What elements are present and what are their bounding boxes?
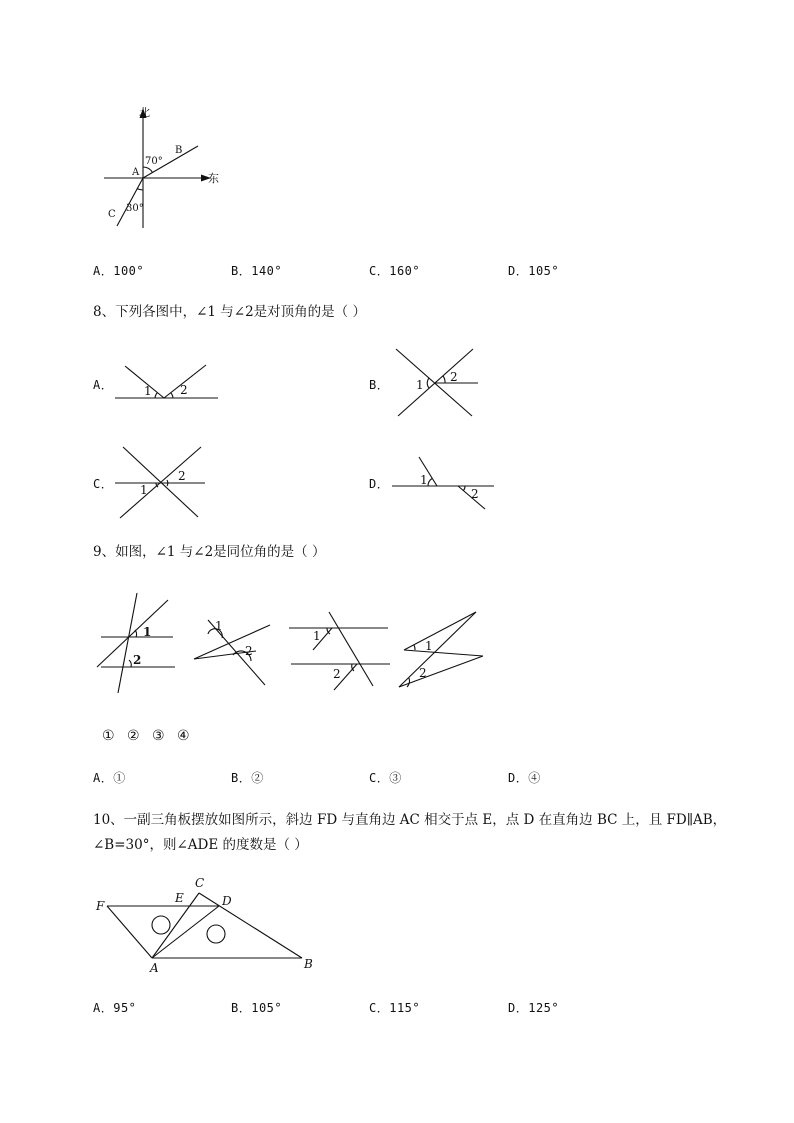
svg-text:1: 1 <box>143 625 152 639</box>
east-label: 东 <box>208 172 219 185</box>
north-label: 北 <box>139 106 150 119</box>
point-f-label: F <box>96 899 105 913</box>
point-a-label: A <box>150 961 159 975</box>
q9-option-a: A．① <box>93 771 126 785</box>
q8-fig-a-label: A． <box>93 378 114 392</box>
svg-text:2: 2 <box>180 383 188 397</box>
svg-text:1: 1 <box>144 384 152 398</box>
q10-stem-line1: 10、一副三角板摆放如图所示，斜边 FD 与直角边 AC 相交于点 E，点 D 在直角边 BC 上，且 FD∥AB， <box>93 812 727 828</box>
svg-text:1: 1 <box>416 378 424 392</box>
svg-text:2: 2 <box>450 370 458 384</box>
point-e-label: E <box>175 891 184 905</box>
svg-text:1: 1 <box>140 483 148 497</box>
q9-circled-numbers: ① ② ③ ④ <box>102 728 194 744</box>
point-b-label: B <box>304 957 313 971</box>
point-b-label: B <box>175 145 183 156</box>
angle-70-label: 70° <box>145 156 163 167</box>
point-a-label: A <box>132 167 140 178</box>
q7-option-c: C．160° <box>369 264 421 278</box>
svg-text:2: 2 <box>245 644 253 658</box>
svg-text:1: 1 <box>313 629 321 643</box>
angle-30-label: 30° <box>126 203 144 214</box>
q7-option-d: D．105° <box>508 264 560 278</box>
svg-text:2: 2 <box>178 469 186 483</box>
q8-stem: 8、下列各图中，∠1 与∠2是对顶角的是（ ） <box>93 304 366 320</box>
svg-text:1: 1 <box>215 619 223 633</box>
q8-fig-b-label: B． <box>369 378 390 392</box>
point-d-label: D <box>222 894 232 908</box>
q9-option-d: D．④ <box>508 771 541 785</box>
q8-fig-c-label: C． <box>93 477 114 491</box>
triangle-hole-left <box>152 916 170 934</box>
q9-stem: 9、如图，∠1 与∠2是同位角的是（ ） <box>93 544 326 560</box>
q10-option-c: C．115° <box>369 1001 421 1015</box>
q8-fig-d-label: D． <box>369 477 390 491</box>
svg-text:2: 2 <box>419 666 427 680</box>
svg-text:1: 1 <box>425 639 433 653</box>
segment-fa <box>107 906 152 958</box>
triangle-hole-right <box>207 925 225 943</box>
q10-option-b: B．105° <box>231 1001 283 1015</box>
svg-text:2: 2 <box>133 653 142 667</box>
q10-option-d: D．125° <box>508 1001 560 1015</box>
point-c-label: C <box>108 209 116 220</box>
q7-option-b: B．140° <box>231 264 283 278</box>
svg-text:2: 2 <box>333 667 341 681</box>
q9-option-c: C．③ <box>369 771 402 785</box>
q10-stem-line2: ∠B=30°，则∠ADE 的度数是（ ） <box>93 837 308 853</box>
q7-option-a: A．100° <box>93 264 145 278</box>
q10-option-a: A．95° <box>93 1001 137 1015</box>
svg-text:2: 2 <box>471 487 479 501</box>
svg-text:1: 1 <box>420 473 428 487</box>
segment-ad <box>152 906 219 958</box>
q9-option-b: B．② <box>231 771 264 785</box>
point-c-label: C <box>195 876 205 890</box>
